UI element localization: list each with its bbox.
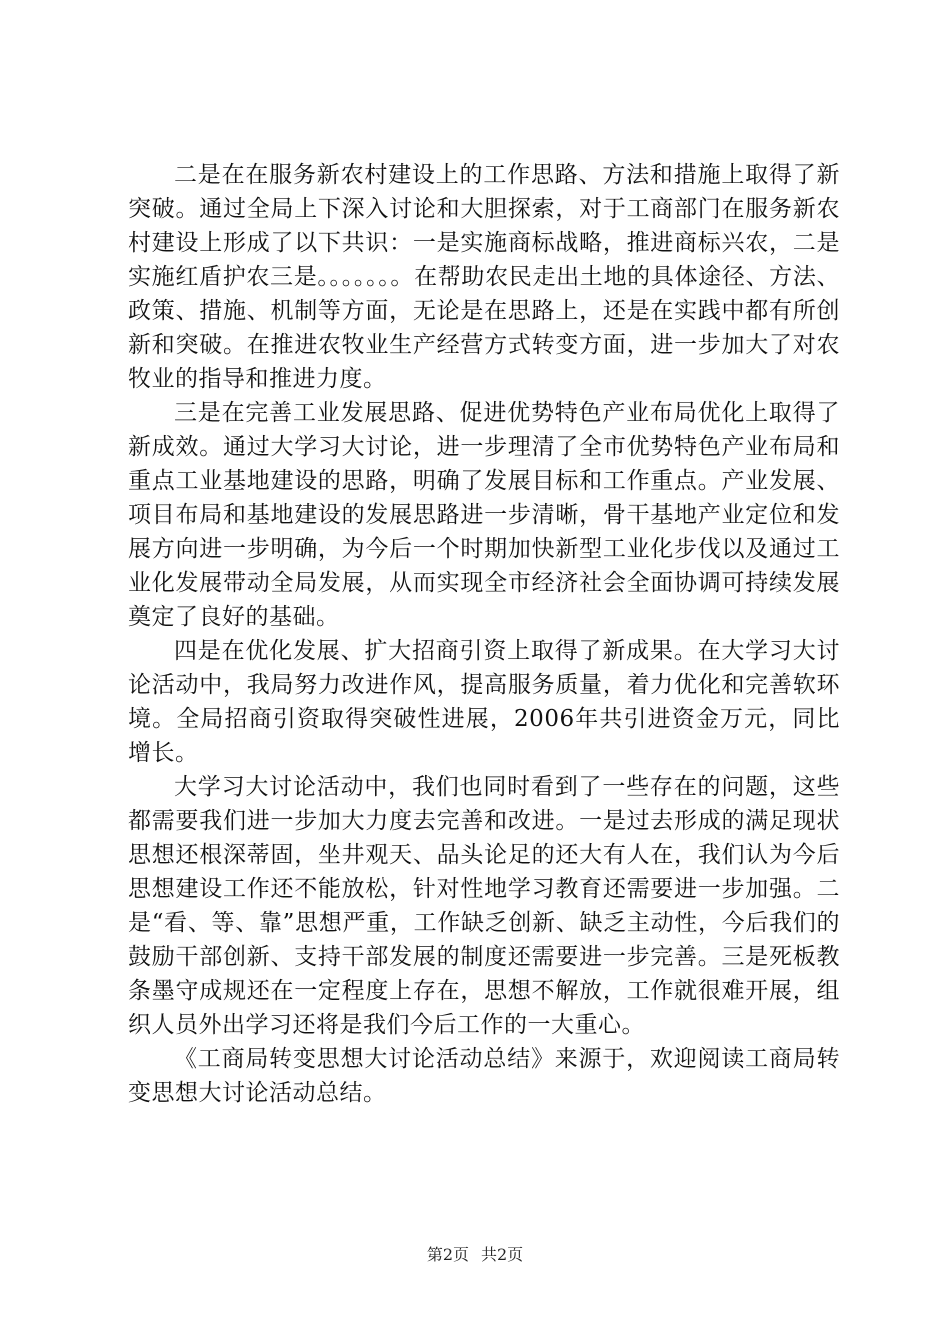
paragraph-source: 《工商局转变思想大讨论活动总结》来源于，欢迎阅读工商局转变思想大讨论活动总结。 [128,1046,840,1106]
paragraph-3: 三是在完善工业发展思路、促进优势特色产业布局优化上取得了新成效。通过大学习大讨论，进一步理清了全市优势特色产业布局和重点工业基地建设的思路，明确了发展目标和工作重点。产业发展、项目布局和基地建设的发展思路进一步清晰，骨干基地产业定位和发展方向进一步明确，为今后一个时期加快新型工业化步伐以及通过工业化发展带动全局发展，从而实现全市经济社会全面协调可持续发展奠定了良好的基础。 [128,400,840,630]
page-footer [0,1245,950,1265]
page-total: 共2页 [481,1245,524,1264]
paragraph-problems: 大学习大讨论活动中，我们也同时看到了一些存在的问题，这些都需要我们进一步加大力度去完善和改进。一是过去形成的满足现状思想还根深蒂固，坐井观天、品头论足的还大有人在，我们认为今后思想建设工作还不能放松，针对性地学习教育还需要进一步加强。二是“看、等、靠”思想严重，工作缺乏创新、缺乏主动性，今后我们的鼓励干部创新、支持干部发展的制度还需要进一步完善。三是死板教条墨守成规还在一定程度上存在，思想不解放，工作就很难开展，组织人员外出学习还将是我们今后工作的一大重心。 [128,774,840,1038]
paragraph-4: 四是在优化发展、扩大招商引资上取得了新成果。在大学习大讨论活动中，我局努力改进作风，提高服务质量，着力优化和完善软环境。全局招商引资取得突破性进展，2006年共引进资金万元，同比增长。 [128,638,840,766]
document-body [128,158,840,1110]
page-number: 第2页 [426,1245,469,1264]
paragraph-2: 二是在在服务新农村建设上的工作思路、方法和措施上取得了新突破。通过全局上下深入讨论和大胆探索，对于工商部门在服务新农村建设上形成了以下共识：一是实施商标战略，推进商标兴农，二是实施红盾护农三是。。。。。。。在帮助农民走出土地的具体途径、方法、政策、措施、机制等方面，无论是在思路上，还是在实践中都有所创新和突破。在推进农牧业生产经营方式转变方面，进一步加大了对农牧业的指导和推进力度。 [128,162,840,392]
